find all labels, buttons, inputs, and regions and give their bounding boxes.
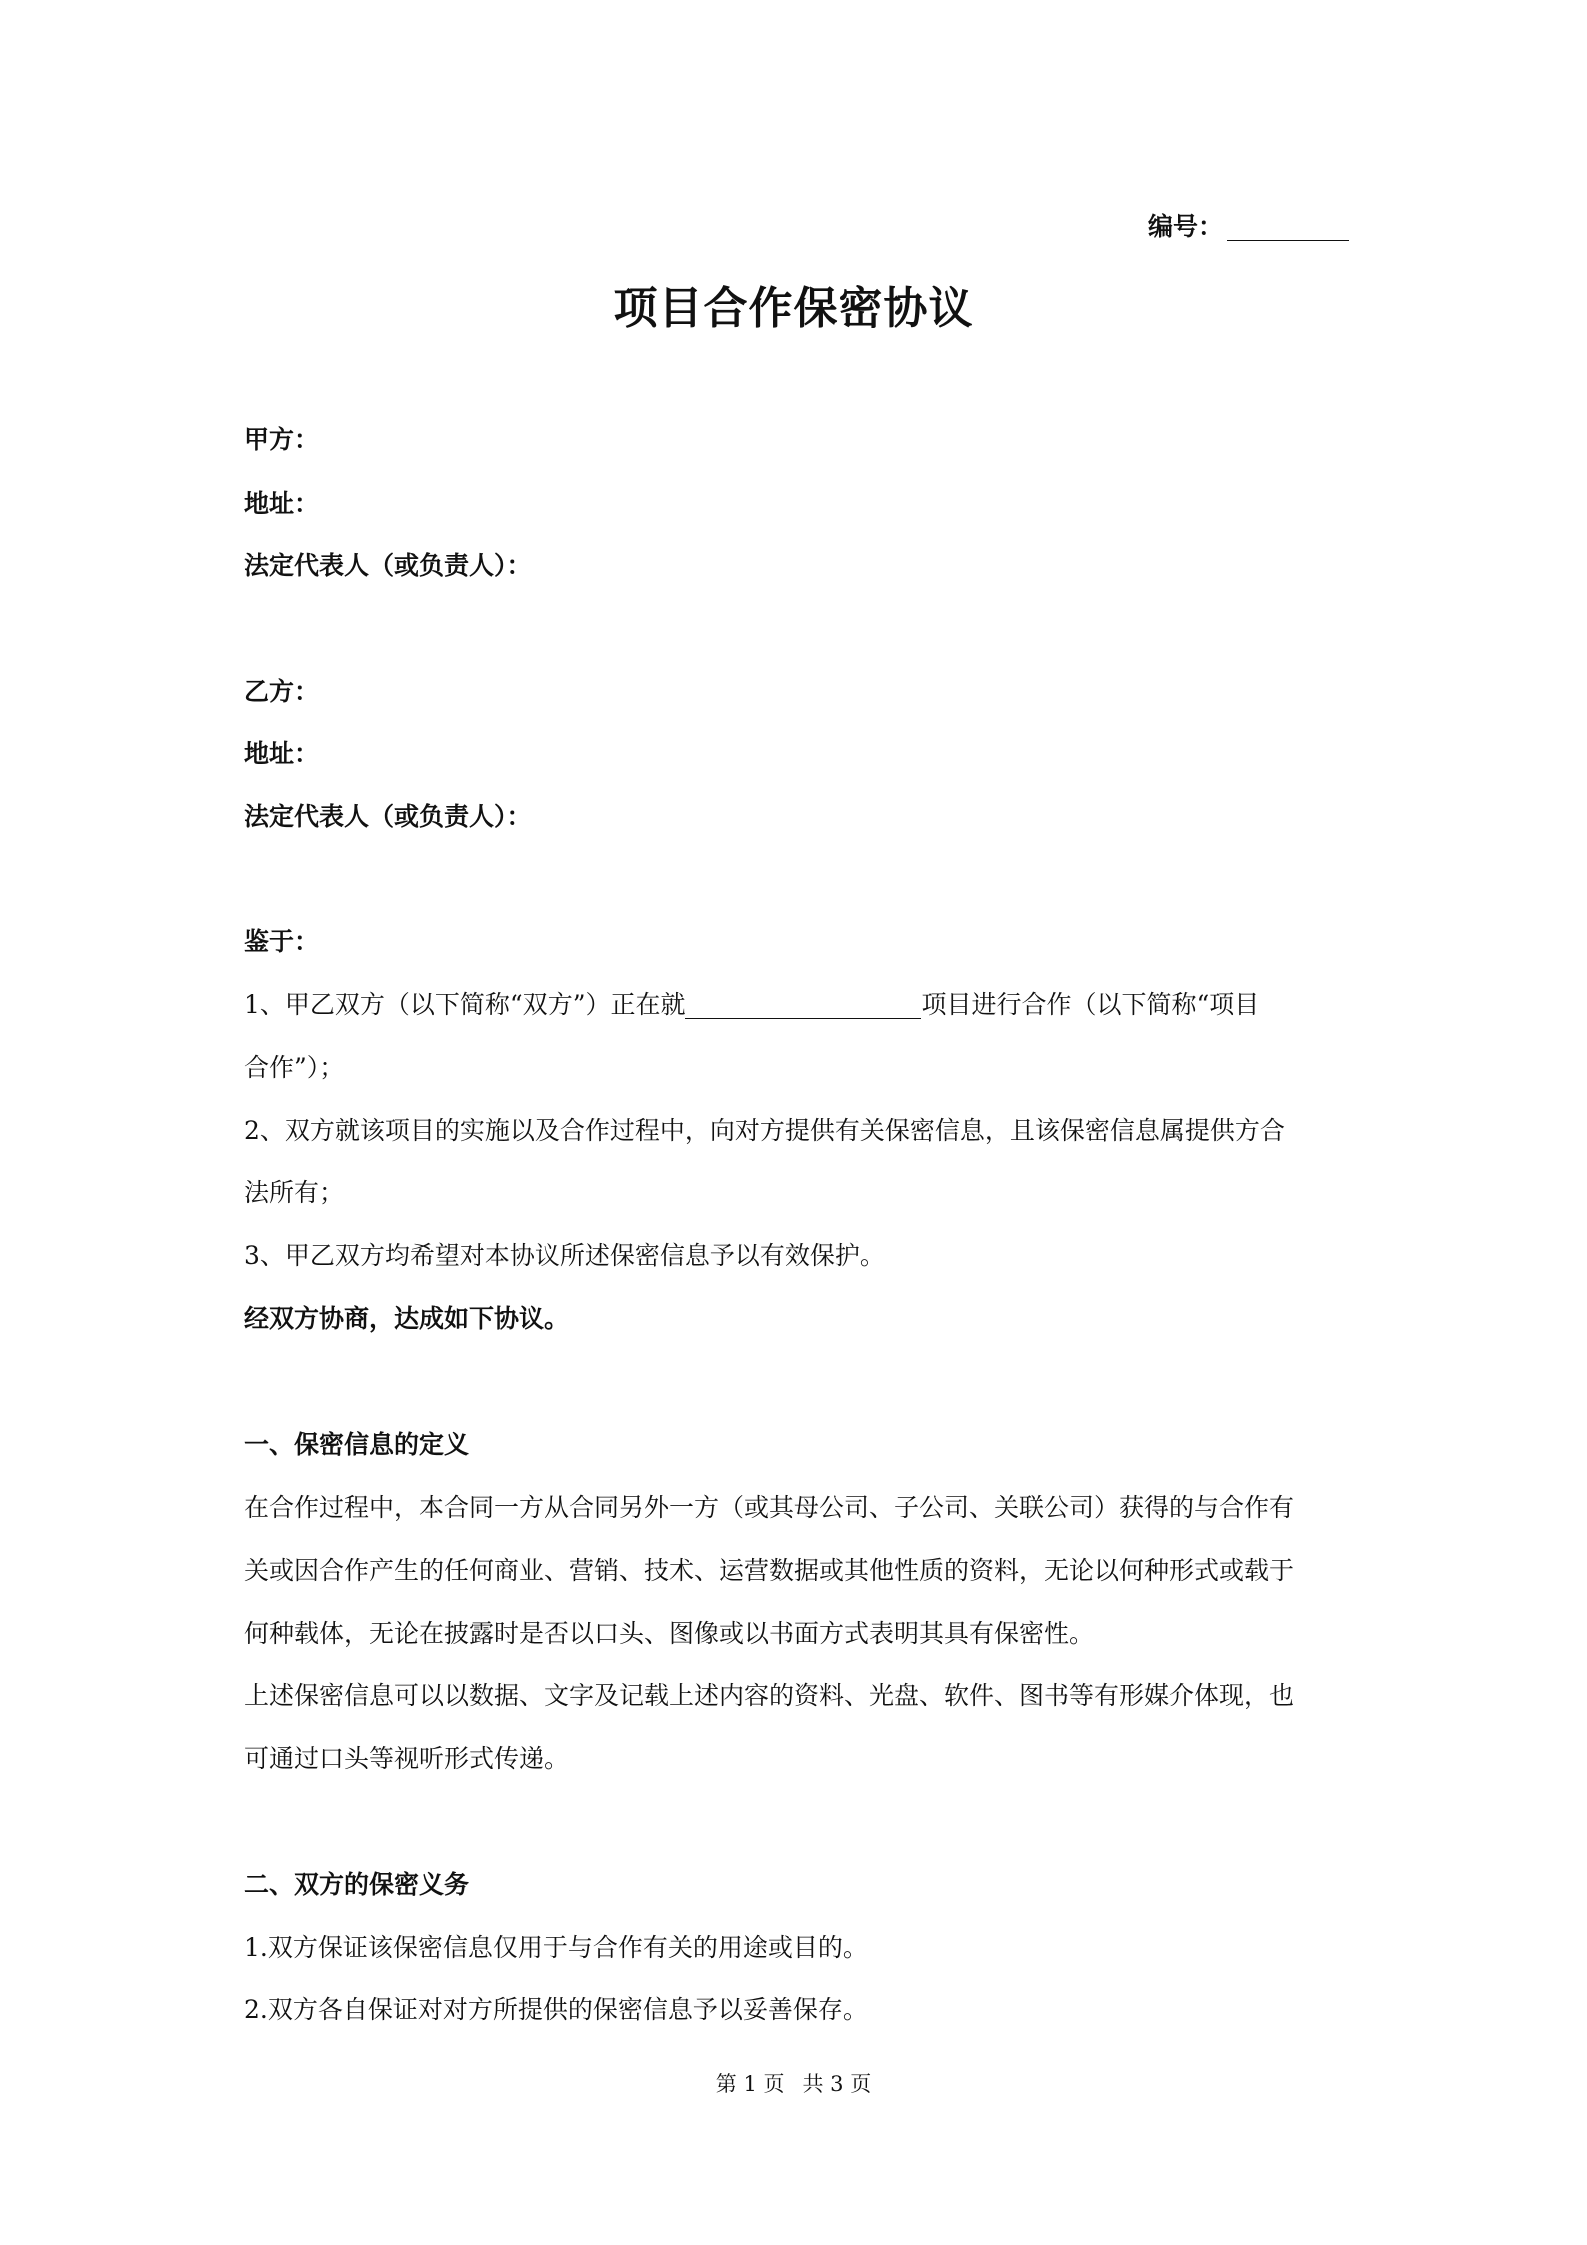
section-2-heading: 二、双方的保密义务 — [244, 1870, 470, 1899]
section-1-paragraph-2-line-1: 上述保密信息可以以数据、文字及记载上述内容的资料、光盘、软件、图书等有形媒介体现，也 — [244, 1681, 1295, 1710]
reference-number-blank — [1227, 214, 1349, 241]
party-a-label: 甲方： — [244, 425, 320, 454]
section-1-paragraph-1-line-2: 关或因合作产生的任何商业、营销、技术、运营数据或其他性质的资料，无论以何种形式或载于 — [244, 1556, 1295, 1585]
party-a-address: 地址： — [244, 489, 320, 518]
recitals-heading: 鉴于： — [244, 927, 320, 956]
recital-2: 2、双方就该项目的实施以及合作过程中，向对方提供有关保密信息，且该保密信息属提供方合 — [244, 1116, 1285, 1145]
recital-1 — [244, 985, 1259, 1021]
reference-number — [1148, 207, 1349, 243]
recital-2-continued: 法所有； — [244, 1178, 345, 1207]
party-a-representative: 法定代表人（或负责人）： — [244, 551, 532, 580]
reference-number-label: 编号： — [1147, 212, 1223, 241]
party-b-representative: 法定代表人（或负责人）： — [244, 802, 532, 831]
project-name-blank — [685, 992, 921, 1019]
party-b-address: 地址： — [244, 739, 320, 768]
section-2-item-1: 1.双方保证该保密信息仅用于与合作有关的用途或目的。 — [244, 1933, 868, 1962]
recitals-conclusion: 经双方协商，达成如下协议。 — [244, 1304, 570, 1333]
section-1-paragraph-2-line-2: 可通过口头等视听形式传递。 — [244, 1744, 570, 1773]
page-number-total: 共 3 页 — [802, 2072, 872, 2096]
page-number-current: 第 1 页 — [715, 2072, 785, 2096]
recital-3: 3、甲乙双方均希望对本协议所述保密信息予以有效保护。 — [244, 1241, 885, 1270]
page-footer — [0, 2068, 1587, 2098]
document-title: 项目合作保密协议 — [613, 283, 974, 334]
section-1-heading: 一、保密信息的定义 — [244, 1430, 470, 1459]
recital-1-suffix: 项目进行合作（以下简称“项目 — [921, 990, 1260, 1019]
recital-1-continued: 合作”）； — [244, 1053, 345, 1082]
section-2-item-2: 2.双方各自保证对对方所提供的保密信息予以妥善保存。 — [244, 1995, 868, 2024]
recital-1-prefix: 1、甲乙双方（以下简称“双方”）正在就 — [244, 990, 686, 1019]
section-1-paragraph-1-line-3: 何种载体，无论在披露时是否以口头、图像或以书面方式表明其具有保密性。 — [244, 1619, 1095, 1648]
party-b-label: 乙方： — [244, 677, 320, 706]
section-1-paragraph-1-line-1: 在合作过程中，本合同一方从合同另外一方（或其母公司、子公司、关联公司）获得的与合作有 — [244, 1493, 1295, 1522]
